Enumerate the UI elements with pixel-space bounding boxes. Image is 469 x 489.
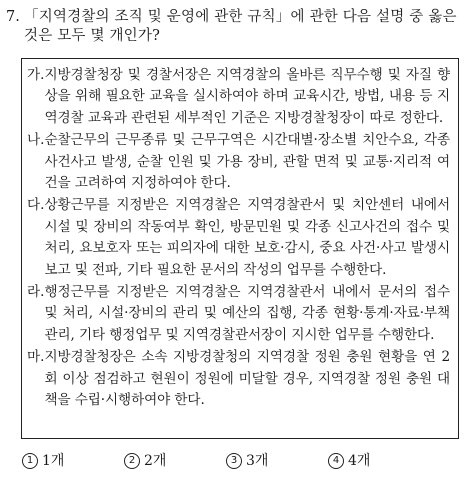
statement-item: [27, 195, 450, 281]
statement-text: 행정근무를 지정받은 지역경찰은 지역경찰관서 내에서 문서의 접수 및 처리, 시설·장비의 관리 및 예산의 집행, 각종 현황·통계·자료·부책 관리, 기타 행정업무 및 지역경찰관서장이 지시한 업무를 수행한다.: [44, 284, 450, 343]
choice-text: 2개: [144, 453, 167, 469]
choice-1[interactable]: [22, 451, 124, 471]
statement-label: 나.: [27, 132, 45, 149]
question-stem: [6, 8, 462, 46]
choice-number-marker: 3: [226, 453, 242, 469]
choice-4[interactable]: [328, 451, 430, 471]
question-text: 「지역경찰의 조직 및 운영에 관한 규칙」에 관한 다음 설명 중 옳은 것은 모두 몇 개인가?: [24, 9, 457, 44]
statement-item: [27, 347, 450, 411]
choice-number-marker: 1: [22, 453, 38, 469]
answer-choices: [22, 451, 462, 471]
statement-item: [27, 65, 450, 129]
choice-3[interactable]: [226, 451, 328, 471]
statement-text: 지방경찰청장은 소속 지방경찰청의 지역경찰 정원 충원 현황을 연 2회 이상 점검하고 현원이 정원에 미달할 경우, 지역경찰 정원 충원 대책을 수립·시행하여야 한다.: [44, 349, 450, 409]
statement-item: [27, 282, 450, 346]
choice-2[interactable]: [124, 451, 226, 471]
statement-text: 순찰근무의 근무종류 및 근무구역은 시간대별·장소별 치안수요, 각종 사건사고 발생, 순찰 인원 및 가용 장비, 관할 면적 및 교통·지리적 여건을 고려하여 지정하여야 한다.: [44, 132, 450, 192]
statement-label: 마.: [27, 349, 45, 366]
statement-label: 라.: [27, 284, 45, 301]
choice-number-marker: 2: [124, 453, 140, 469]
statement-text: 지방경찰청장 및 경찰서장은 지역경찰의 올바른 직무수행 및 자질 향상을 위해 필요한 교육을 실시하여야 하며 교육시간, 방법, 내용 등 지역경찰 교육과 관련된 세부적인 기준은 지방경찰청장이 따로 정한다.: [44, 67, 450, 126]
choice-text: 1개: [42, 453, 65, 469]
choice-text: 4개: [348, 453, 371, 469]
statement-item: [27, 130, 450, 194]
choice-number-marker: 4: [328, 453, 344, 469]
statements-box: [21, 58, 459, 439]
question-number: 7.: [6, 9, 20, 25]
choice-text: 3개: [246, 453, 269, 469]
statement-label: 다.: [27, 197, 45, 214]
statement-text: 상황근무를 지정받은 지역경찰은 지역경찰관서 및 치안센터 내에서 시설 및 장비의 작동여부 확인, 방문민원 및 각종 신고사건의 접수 및 처리, 요보호자 또는 피의자에 대한 보호·감시, 중요 사건·사고 발생시 보고 및 전파, 기타 필요한 문서의 작성의 업무를 수행한다.: [44, 197, 450, 278]
statement-label: 가.: [27, 67, 45, 83]
